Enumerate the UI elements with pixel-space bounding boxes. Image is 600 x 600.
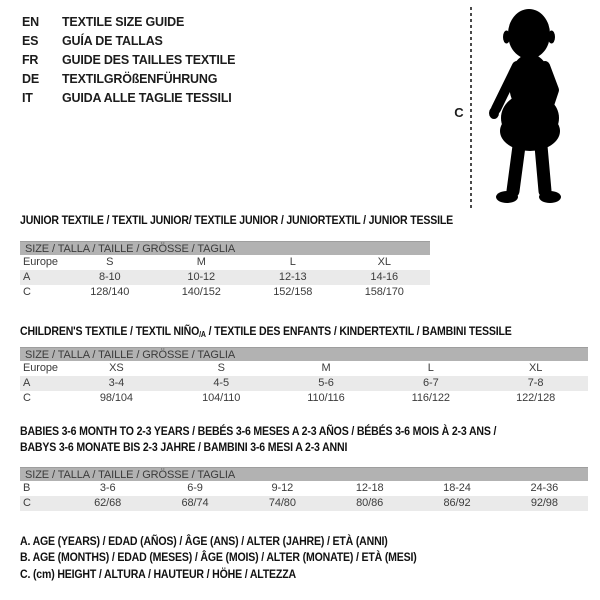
children-title-subscript: /A [199, 330, 206, 339]
babies-size-table [20, 467, 588, 511]
language-title: GUIDE DES TAILLES TEXTILE [62, 53, 236, 67]
size-header-bar: SIZE / TALLA / TAILLE / GRÖSSE / TAGLIA [20, 347, 588, 361]
size-cell: 14-16 [370, 271, 399, 283]
size-cell: 4-5 [213, 377, 229, 389]
table-row [20, 391, 588, 406]
row-label: C [23, 392, 31, 404]
size-cell: 122/128 [516, 392, 556, 404]
footnote-c: C. (cm) HEIGHT / ALTURA / HAUTEUR / HÖHE / ALTEZZA [20, 566, 296, 581]
table-row [20, 270, 430, 285]
height-measure-line [470, 7, 472, 211]
height-measure-label: C [454, 105, 464, 120]
size-cell: XL [528, 362, 543, 374]
size-cell: 5-6 [318, 377, 334, 389]
size-cell: 9-12 [271, 482, 294, 494]
language-code: ES [22, 34, 39, 48]
size-cell: 74/80 [268, 497, 296, 509]
language-code: EN [22, 15, 39, 29]
footnote-list [20, 533, 417, 582]
size-cell: 3-4 [108, 377, 125, 389]
language-code: FR [22, 53, 39, 67]
children-table-title [20, 324, 512, 339]
size-cell: 3-6 [99, 482, 116, 494]
language-row [22, 70, 235, 89]
size-cell: 92/98 [530, 497, 558, 509]
children-size-table [20, 347, 588, 406]
size-header-bar: SIZE / TALLA / TAILLE / GRÖSSE / TAGLIA [20, 241, 430, 255]
junior-table-title: JUNIOR TEXTILE / TEXTIL JUNIOR/ TEXTILE JUNIOR / JUNIORTEXTIL / JUNIOR TESSILE [20, 213, 453, 227]
size-cell: 86/92 [443, 497, 471, 509]
size-cell: 68/74 [181, 497, 209, 509]
children-title-text: CHILDREN'S TEXTILE / TEXTIL NIÑO [20, 324, 200, 338]
language-row [22, 13, 235, 32]
language-title: GUIDA ALLE TAGLIE TESSILI [62, 91, 232, 105]
size-cell: 158/170 [364, 286, 404, 298]
babies-table-title [20, 423, 496, 455]
table-row [20, 285, 430, 300]
size-cell: M [196, 256, 206, 268]
size-cell: 116/122 [411, 392, 450, 404]
size-cell: 12-18 [355, 482, 384, 494]
language-row [22, 89, 235, 108]
size-cell: 152/158 [273, 286, 313, 298]
size-cell: XS [109, 362, 124, 374]
size-cell: XL [377, 256, 391, 268]
language-code: DE [22, 72, 39, 86]
size-cell: 7-8 [527, 377, 544, 389]
size-cell: 62/68 [94, 497, 122, 509]
row-label: B [23, 482, 31, 494]
table-row [20, 376, 588, 391]
size-cell: 128/140 [90, 286, 130, 298]
language-row [22, 51, 235, 70]
row-label: A [23, 377, 31, 389]
babies-title-line2: BABYS 3-6 MONATE BIS 2-3 JAHRE / BAMBINI 3-6 MESI A 2-3 ANNI [20, 440, 348, 454]
row-label: C [23, 286, 31, 298]
baby-silhouette-image [483, 6, 575, 210]
size-cell: 104/110 [202, 392, 241, 404]
row-label: A [23, 271, 31, 283]
size-cell: 140/152 [181, 286, 221, 298]
language-title: GUÍA DE TALLAS [62, 34, 163, 48]
table-row [20, 361, 588, 376]
language-row [22, 32, 235, 51]
size-cell: M [321, 362, 331, 374]
size-cell: 24-36 [530, 482, 559, 494]
size-header-bar: SIZE / TALLA / TAILLE / GRÖSSE / TAGLIA [20, 467, 588, 481]
language-title: TEXTILE SIZE GUIDE [62, 15, 185, 29]
children-title-text: / TEXTILE DES ENFANTS / KINDERTEXTIL / BAMBINI TESSILE [205, 324, 512, 338]
size-cell: 110/116 [307, 392, 345, 404]
size-cell: 10-12 [187, 271, 216, 283]
size-cell: 18-24 [443, 482, 471, 494]
size-cell: S [217, 362, 225, 374]
language-title-list [22, 13, 235, 108]
size-cell: L [427, 362, 434, 374]
language-code: IT [22, 91, 33, 105]
size-cell: 6-7 [422, 377, 439, 389]
table-row [20, 255, 430, 270]
size-cell: 6-9 [187, 482, 203, 494]
table-row [20, 481, 588, 496]
row-label: Europe [23, 256, 58, 268]
size-cell: S [106, 256, 114, 268]
junior-size-table [20, 241, 430, 300]
footnote-a: A. AGE (YEARS) / EDAD (AÑOS) / ÂGE (ANS) / ALTER (JAHRE) / ETÀ (ANNI) [20, 534, 388, 548]
size-cell: 8-10 [98, 271, 121, 283]
babies-title-line1: BABIES 3-6 MONTH TO 2-3 YEARS / BEBÉS 3-6 MESES A 2-3 AÑOS / BÉBÉS 3-6 MOIS À 2-3 ANS / [20, 424, 497, 438]
size-cell: L [289, 256, 296, 268]
row-label: C [23, 497, 31, 509]
footnote-b: B. AGE (MONTHS) / EDAD (MESES) / ÂGE (MOIS) / ALTER (MONATE) / ETÀ (MESI) [20, 550, 417, 565]
size-cell: 12-13 [278, 271, 307, 283]
language-title: TEXTILGRÖßENFÜHRUNG [62, 72, 218, 86]
row-label: Europe [23, 362, 58, 374]
size-cell: 80/86 [356, 497, 384, 509]
size-cell: 98/104 [99, 392, 133, 404]
table-row [20, 496, 588, 511]
